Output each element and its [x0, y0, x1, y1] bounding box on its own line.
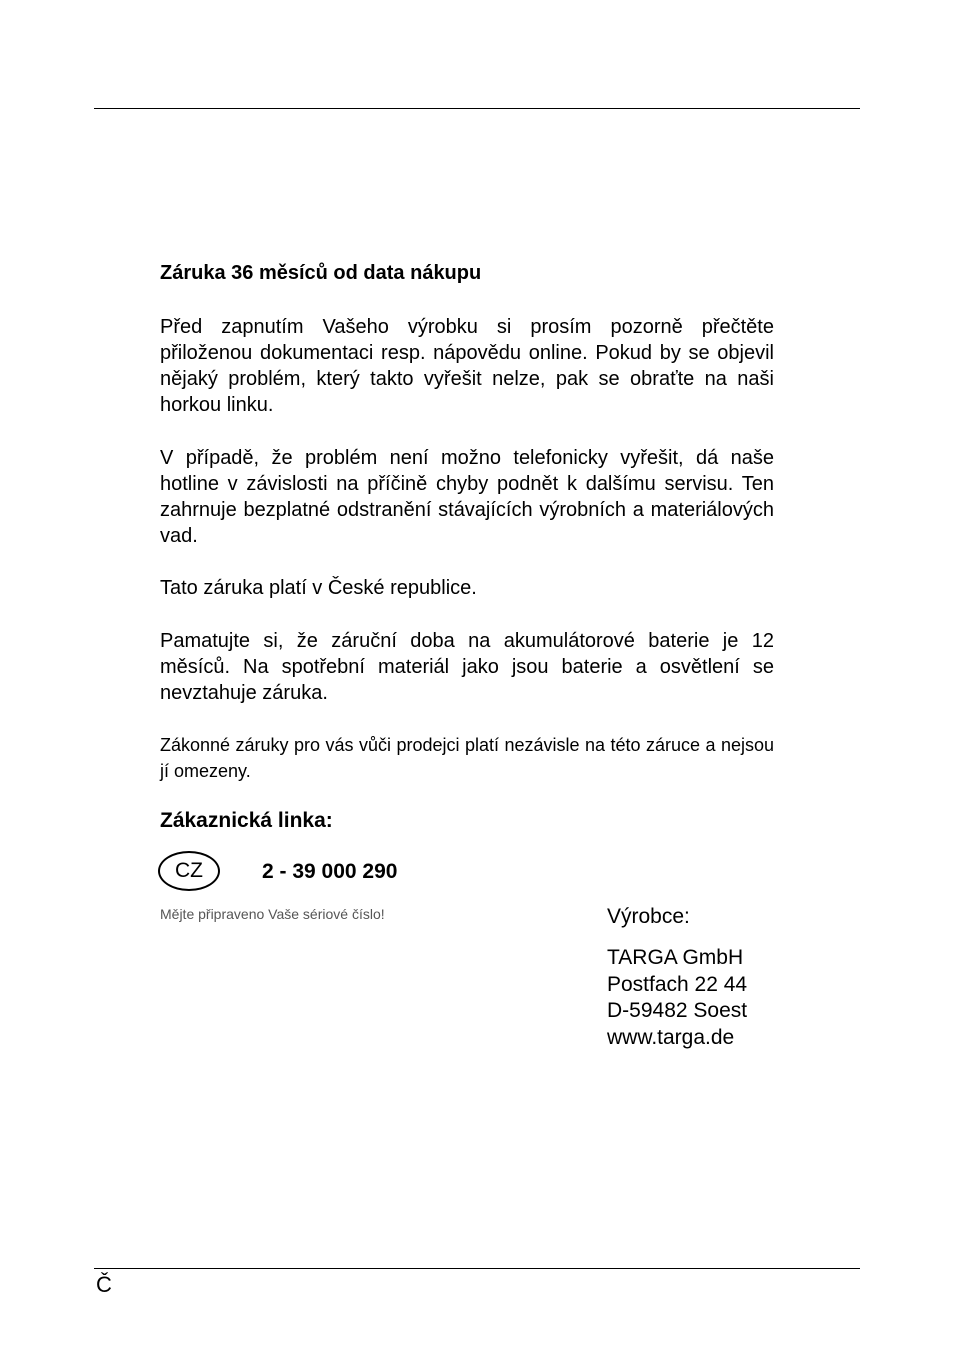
paragraph-validity: Tato záruka platí v České republice.	[160, 577, 477, 599]
paragraph-battery: Pamatujte si, že záruční doba na akumulátorové baterie je 12 měsíců. Na spotřební materiál jako jsou baterie a osvětlení se nevztahuje záruka.	[160, 630, 774, 704]
page-title: Záruka 36 měsíců od data nákupu	[160, 262, 482, 284]
manufacturer-label: Výrobce:	[607, 905, 690, 928]
hotline-title: Zákaznická linka:	[160, 809, 333, 832]
serial-note: Mějte připraveno Vaše sériové číslo!	[160, 906, 385, 922]
country-code: CZ	[175, 859, 203, 882]
top-rule	[94, 108, 860, 109]
paragraph-service: V případě, že problém není možno telefonicky vyřešit, dá naše hotline v závislosti na příčině chyby podnět k dalšímu servisu. Ten zahrnuje bezplatné odstranění stávajících výrobních a materiálových vad.	[160, 447, 774, 547]
manufacturer-city: D-59482 Soest	[607, 999, 748, 1022]
manufacturer-name: TARGA GmbH	[607, 946, 744, 969]
manufacturer-postbox: Postfach 22 44	[607, 972, 748, 996]
bottom-rule	[94, 1268, 860, 1269]
paragraph-intro: Před zapnutím Vašeho výrobku si prosím pozorně přečtěte přiloženou dokumentaci resp. nápovědu online. Pokud by se objevil nějaký problém, který takto vyřešit nelze, pak se obraťte na naši horkou linku.	[160, 316, 774, 416]
paragraph-legal: Zákonné záruky pro vás vůči prodejci platí nezávisle na této záruce a nejsou jí omezeny.	[160, 735, 774, 781]
footer-language-letter: Č	[96, 1272, 112, 1297]
manufacturer-address	[607, 945, 747, 1051]
hotline-phone: 2 - 39 000 290	[262, 860, 398, 883]
country-badge	[158, 851, 220, 891]
manufacturer-website: www.targa.de	[607, 1025, 735, 1049]
